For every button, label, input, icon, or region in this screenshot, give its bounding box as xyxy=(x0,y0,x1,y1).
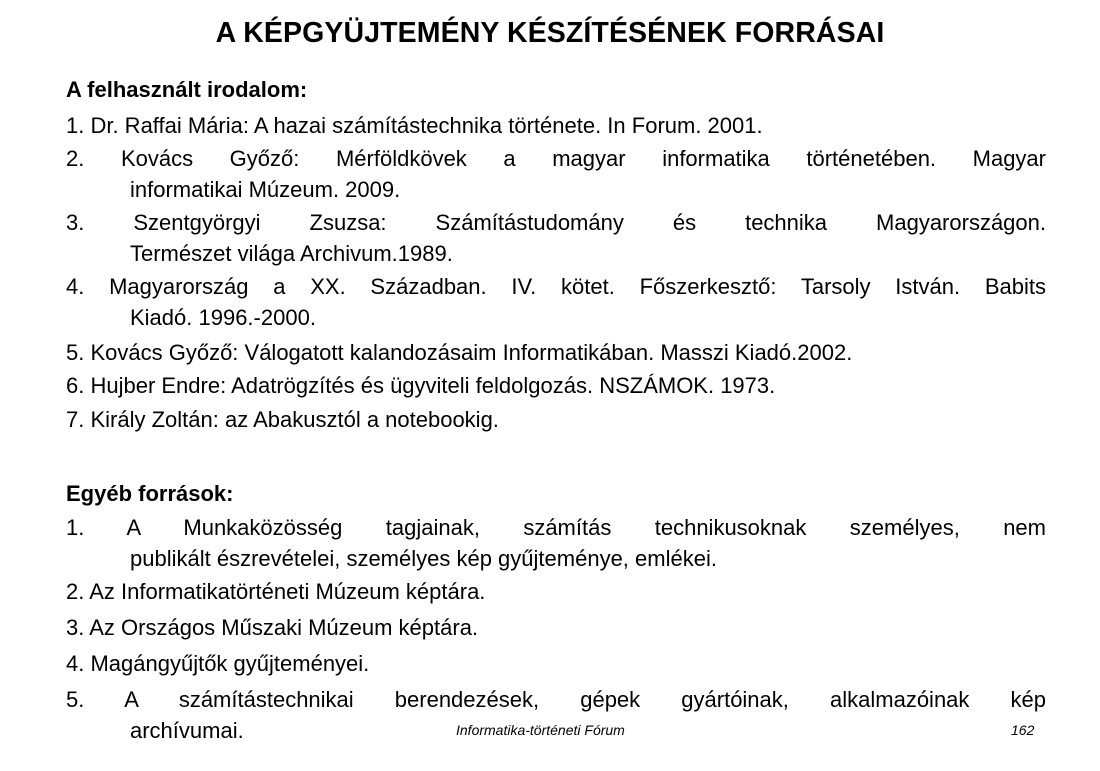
page-number: 162 xyxy=(1011,722,1035,738)
literature-item-2-line-2: informatikai Múzeum. 2009. xyxy=(130,177,401,202)
literature-item-7 xyxy=(66,404,1046,435)
literature-item-1-line-1: 1. Dr. Raffai Mária: A hazai számítástechnika története. In Forum. 2001. xyxy=(66,113,763,138)
literature-item-4 xyxy=(66,271,1046,333)
other-source-item-4 xyxy=(66,648,1046,679)
literature-item-4-line-1: 4. Magyarország a XX. Században. IV. kötet. Főszerkesztő: Tarsoly István. Babits xyxy=(66,274,1046,299)
literature-item-5 xyxy=(66,337,1046,368)
literature-item-4-line-2: Kiadó. 1996.-2000. xyxy=(130,305,316,330)
literature-item-2 xyxy=(66,143,1046,205)
other-source-item-4-line-1: 4. Magángyűjtők gyűjteményei. xyxy=(66,651,370,676)
other-source-item-3 xyxy=(66,612,1046,643)
literature-heading: A felhasznált irodalom: xyxy=(66,77,308,102)
other-source-item-2 xyxy=(66,576,1046,607)
literature-item-5-line-1: 5. Kovács Győző: Válogatott kalandozásaim Informatikában. Masszi Kiadó.2002. xyxy=(66,340,853,365)
literature-item-3 xyxy=(66,207,1046,269)
other-sources-heading: Egyéb források: xyxy=(66,481,234,506)
footer-title: Informatika-történeti Fórum xyxy=(456,722,625,738)
other-source-item-2-line-1: 2. Az Informatikatörténeti Múzeum képtára. xyxy=(66,579,486,604)
other-source-item-5-line-2: archívumai. xyxy=(130,718,244,743)
literature-item-6-line-1: 6. Hujber Endre: Adatrögzítés és ügyviteli feldolgozás. NSZÁMOK. 1973. xyxy=(66,373,776,398)
page-title: A KÉPGYÜJTEMÉNY KÉSZÍTÉSÉNEK FORRÁSAI xyxy=(215,17,885,49)
literature-item-2-line-1: 2. Kovács Győző: Mérföldkövek a magyar informatika történetében. Magyar xyxy=(66,146,1046,171)
other-source-item-1 xyxy=(66,512,1046,574)
literature-item-6 xyxy=(66,370,1046,401)
other-source-item-3-line-1: 3. Az Országos Műszaki Múzeum képtára. xyxy=(66,615,479,640)
literature-item-3-line-2: Természet világa Archivum.1989. xyxy=(130,241,453,266)
other-source-item-1-line-2: publikált észrevételei, személyes kép gyűjteménye, emlékei. xyxy=(130,546,717,571)
literature-item-7-line-1: 7. Király Zoltán: az Abakusztól a notebookig. xyxy=(66,407,499,432)
other-source-item-1-line-1: 1. A Munkaközösség tagjainak, számítás technikusoknak személyes, nem xyxy=(66,515,1046,540)
literature-item-1 xyxy=(66,110,1046,141)
literature-item-3-line-1: 3. Szentgyörgyi Zsuzsa: Számítástudomány és technika Magyarországon. xyxy=(66,210,1046,235)
other-source-item-5-line-1: 5. A számítástechnikai berendezések, gépek gyártóinak, alkalmazóinak kép xyxy=(66,687,1046,712)
